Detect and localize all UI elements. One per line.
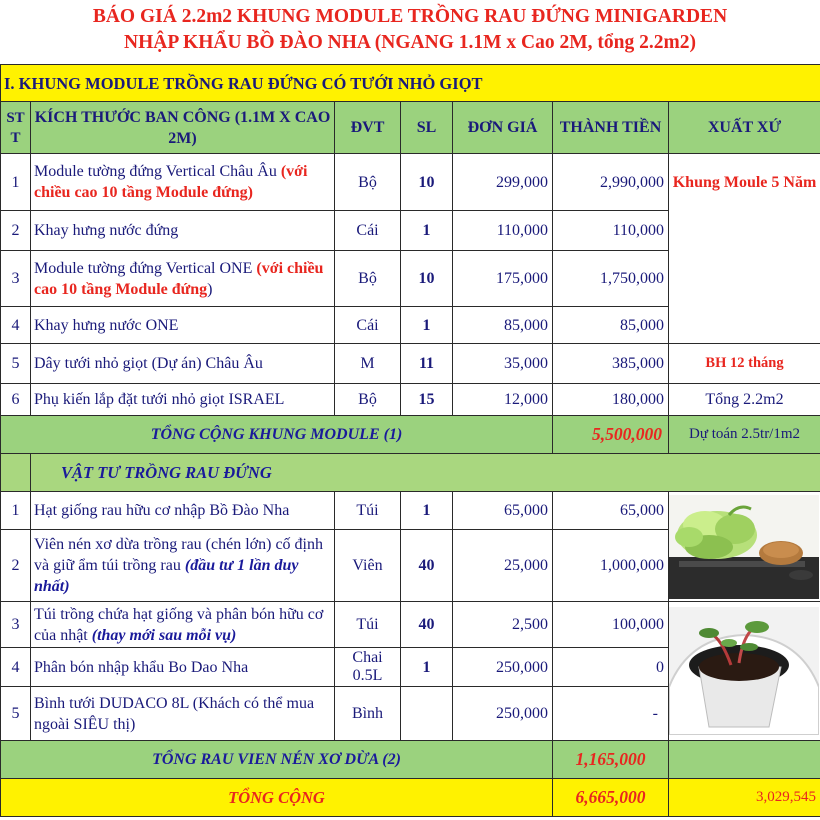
table-row bbox=[1, 602, 820, 648]
cell-total: 1,750,000 bbox=[553, 251, 669, 307]
desc-text: Túi trồng chứa hạt giống và phân bón hữu cơ của nhật bbox=[34, 605, 324, 644]
subtotal-1-label: TỔNG CỘNG KHUNG MODULE (1) bbox=[1, 416, 553, 454]
cell-origin-frame bbox=[669, 154, 820, 344]
origin-frame-text: Khung Moule 5 Năm bbox=[672, 174, 817, 191]
cell-unit: Viên bbox=[335, 530, 401, 602]
cell-unit: Bộ bbox=[335, 251, 401, 307]
cell-price: 2,500 bbox=[453, 602, 553, 648]
cell-stt: 1 bbox=[1, 492, 31, 530]
cell-stt: 4 bbox=[1, 648, 31, 687]
cell-total: 100,000 bbox=[553, 602, 669, 648]
grow-bag-image bbox=[669, 607, 819, 735]
cell-unit: Chai 0.5L bbox=[335, 648, 401, 687]
subtotal-2-row bbox=[1, 741, 820, 779]
cell-unit: Túi bbox=[335, 492, 401, 530]
cell-desc bbox=[31, 251, 335, 307]
cell-origin-area: Tổng 2.2m2 bbox=[669, 384, 820, 416]
cell-stt: 2 bbox=[1, 211, 31, 251]
cell-origin-warranty: BH 12 tháng bbox=[669, 344, 820, 384]
cell-desc: Khay hưng nước ONE bbox=[31, 307, 335, 344]
cell-total: 110,000 bbox=[553, 211, 669, 251]
cell-desc: Dây tưới nhỏ giọt (Dự án) Châu Âu bbox=[31, 344, 335, 384]
cell-desc: Phân bón nhập khẩu Bo Dao Nha bbox=[31, 648, 335, 687]
section-2-heading-spacer bbox=[1, 454, 31, 492]
section-2-heading: VẬT TƯ TRỒNG RAU ĐỨNG bbox=[31, 454, 820, 492]
cell-price: 25,000 bbox=[453, 530, 553, 602]
cell-total: - bbox=[553, 687, 669, 741]
desc-note: (đầu tư 1 lần duy nhất) bbox=[34, 557, 299, 595]
cell-total: 2,990,000 bbox=[553, 154, 669, 211]
desc-note: (với chiều cao 10 tầng Module đứng) bbox=[34, 163, 308, 201]
title-line-1: BÁO GIÁ 2.2m2 KHUNG MODULE TRỒNG RAU ĐỨNG MINIGARDEN bbox=[92, 6, 728, 27]
cell-desc: Bình tưới DUDACO 8L (Khách có thể mua ngoài SIÊU thị) bbox=[31, 687, 335, 741]
lettuce-image bbox=[669, 495, 819, 599]
cell-stt: 1 bbox=[1, 154, 31, 211]
col-header-size: KÍCH THƯỚC BAN CÔNG (1.1M X CAO 2M) bbox=[31, 102, 335, 154]
col-header-unit: ĐVT bbox=[335, 102, 401, 154]
cell-unit: Bộ bbox=[335, 154, 401, 211]
grand-total-note: 3,029,545 bbox=[669, 779, 820, 817]
subtotal-1-row bbox=[1, 416, 820, 454]
cell-total: 65,000 bbox=[553, 492, 669, 530]
cell-qty: 1 bbox=[401, 648, 453, 687]
section-1-heading: I. KHUNG MODULE TRỒNG RAU ĐỨNG CÓ TƯỚI NHỎ GIỌT bbox=[1, 65, 820, 102]
cell-price: 110,000 bbox=[453, 211, 553, 251]
col-header-qty: SL bbox=[401, 102, 453, 154]
col-header-price: ĐƠN GIÁ bbox=[453, 102, 553, 154]
title-line-2: NHẬP KHẨU BỒ ĐÀO NHA (NGANG 1.1M x Cao 2M, tổng 2.2m2) bbox=[124, 32, 696, 53]
cell-total: 85,000 bbox=[553, 307, 669, 344]
cell-desc: Hạt giống rau hữu cơ nhập Bồ Đào Nha bbox=[31, 492, 335, 530]
col-header-origin: XUẤT XỨ bbox=[669, 102, 820, 154]
cell-unit: Cái bbox=[335, 211, 401, 251]
cell-qty: 40 bbox=[401, 530, 453, 602]
cell-total: 180,000 bbox=[553, 384, 669, 416]
cell-total: 1,000,000 bbox=[553, 530, 669, 602]
table-row bbox=[1, 344, 820, 384]
section-2-heading-row bbox=[1, 454, 820, 492]
cell-price: 299,000 bbox=[453, 154, 553, 211]
cell-price: 12,000 bbox=[453, 384, 553, 416]
cell-qty bbox=[401, 687, 453, 741]
cell-stt: 6 bbox=[1, 384, 31, 416]
cell-total: 385,000 bbox=[553, 344, 669, 384]
cell-qty: 11 bbox=[401, 344, 453, 384]
cell-desc bbox=[31, 154, 335, 211]
desc-note: (thay mới sau mỗi vụ) bbox=[91, 626, 237, 644]
cell-price: 250,000 bbox=[453, 687, 553, 741]
subtotal-2-value: 1,165,000 bbox=[553, 741, 669, 779]
cell-price: 35,000 bbox=[453, 344, 553, 384]
grand-total-label: TỔNG CỘNG bbox=[1, 779, 553, 817]
cell-price: 85,000 bbox=[453, 307, 553, 344]
desc-text: Viên nén xơ dừa trồng rau (chén lớn) cố định và giữ ẩm túi trồng rau bbox=[34, 536, 323, 574]
cell-qty: 10 bbox=[401, 251, 453, 307]
cell-stt: 2 bbox=[1, 530, 31, 602]
cell-qty: 10 bbox=[401, 154, 453, 211]
cell-stt: 5 bbox=[1, 344, 31, 384]
cell-qty: 40 bbox=[401, 602, 453, 648]
cell-unit: Bình bbox=[335, 687, 401, 741]
table-row bbox=[1, 492, 820, 530]
grand-total-value: 6,665,000 bbox=[553, 779, 669, 817]
quote-table bbox=[0, 64, 820, 817]
cell-total: 0 bbox=[553, 648, 669, 687]
cell-desc: Phụ kiến lắp đặt tưới nhỏ giọt ISRAEL bbox=[31, 384, 335, 416]
cell-price: 65,000 bbox=[453, 492, 553, 530]
cell-desc: Khay hưng nước đứng bbox=[31, 211, 335, 251]
lettuce-photo bbox=[669, 492, 820, 602]
desc-text-end: ) bbox=[207, 280, 213, 298]
cell-qty: 1 bbox=[401, 492, 453, 530]
desc-text: Module tường đứng Vertical Châu Âu bbox=[34, 163, 281, 180]
subtotal-1-value: 5,500,000 bbox=[553, 416, 669, 454]
subtotal-2-label: TỔNG RAU VIEN NÉN XƠ DỪA (2) bbox=[1, 741, 553, 779]
cell-qty: 1 bbox=[401, 211, 453, 251]
table-header-row bbox=[1, 102, 820, 154]
desc-note: (với chiều cao 10 tầng Module đứng bbox=[34, 259, 324, 298]
cell-unit: M bbox=[335, 344, 401, 384]
cell-stt: 3 bbox=[1, 251, 31, 307]
cell-unit: Bộ bbox=[335, 384, 401, 416]
cell-stt: 4 bbox=[1, 307, 31, 344]
section-1-heading-row bbox=[1, 65, 820, 102]
cell-price: 175,000 bbox=[453, 251, 553, 307]
subtotal-1-note: Dự toán 2.5tr/1m2 bbox=[669, 416, 820, 454]
cell-desc bbox=[31, 602, 335, 648]
table-row bbox=[1, 384, 820, 416]
cell-unit: Cái bbox=[335, 307, 401, 344]
subtotal-2-note bbox=[669, 741, 820, 779]
col-header-stt: ST T bbox=[1, 102, 31, 154]
cell-price: 250,000 bbox=[453, 648, 553, 687]
cell-stt: 5 bbox=[1, 687, 31, 741]
col-header-total: THÀNH TIỀN bbox=[553, 102, 669, 154]
grand-total-row bbox=[1, 779, 820, 817]
desc-text: Module tường đứng Vertical ONE bbox=[34, 259, 257, 277]
grow-bag-photo bbox=[669, 602, 820, 741]
cell-qty: 1 bbox=[401, 307, 453, 344]
cell-unit: Túi bbox=[335, 602, 401, 648]
cell-desc bbox=[31, 530, 335, 602]
page-title bbox=[0, 0, 820, 66]
cell-stt: 3 bbox=[1, 602, 31, 648]
cell-qty: 15 bbox=[401, 384, 453, 416]
table-row bbox=[1, 154, 820, 211]
